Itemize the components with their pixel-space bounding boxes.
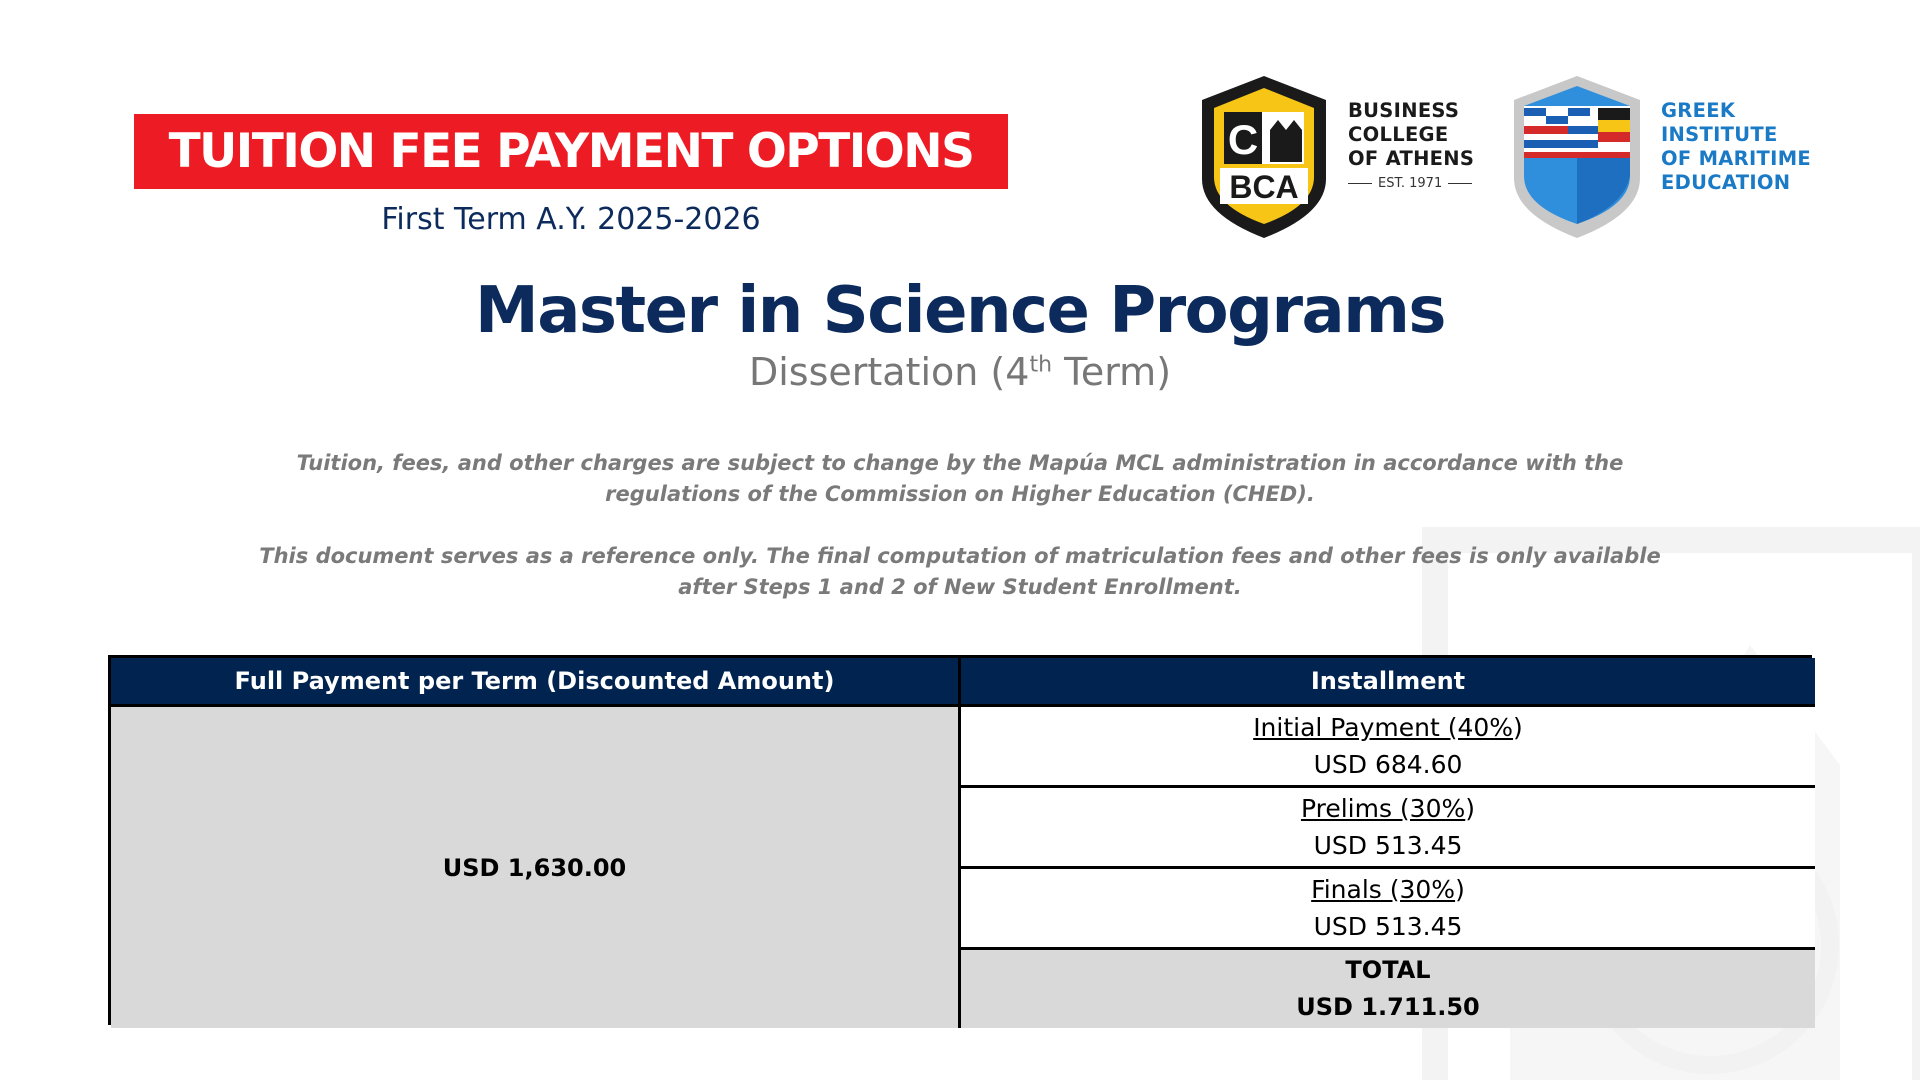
banner-title: TUITION FEE PAYMENT OPTIONS: [168, 124, 974, 179]
bca-monogram: BCA: [1229, 169, 1299, 205]
installment-row: Initial Payment (40%) USD 684.60: [961, 704, 1815, 785]
total-row: [961, 947, 1815, 1028]
installment-amount: USD 684.60: [1313, 750, 1463, 779]
bca-logo: [1196, 74, 1332, 240]
fee-table: [108, 655, 1812, 1025]
installment-label: Finals (30%: [1311, 875, 1456, 904]
total-amount: USD 1.711.50: [1296, 993, 1480, 1021]
installment-amount: USD 513.45: [1313, 912, 1463, 941]
title-banner: [134, 114, 1008, 189]
installment-label: Prelims (30%: [1300, 794, 1466, 823]
svg-text:C: C: [1227, 116, 1259, 163]
full-payment-header: Full Payment per Term (Discounted Amount): [111, 658, 961, 704]
full-payment-amount: USD 1,630.00: [111, 704, 961, 1028]
term-label: First Term A.Y. 2025-2026: [381, 202, 761, 237]
bca-name: BUSINESS COLLEGE OF ATHENS: [1348, 99, 1475, 170]
disclaimer-changes: Tuition, fees, and other charges are subject to change by the Mapúa MCL administration in accordance with the regulations of the Commission on Higher Education (CHED).: [296, 451, 1624, 506]
installment-row: Finals (30%) USD 513.45: [961, 866, 1815, 947]
gime-logo: [1510, 74, 1644, 240]
installment-amount: USD 513.45: [1313, 831, 1463, 860]
installment-label: Initial Payment (40%: [1253, 713, 1514, 742]
total-label: TOTAL: [1345, 956, 1431, 984]
disclaimer-reference: This document serves as a reference only. The final computation of matriculation fees and other fees is only available after Steps 1 and 2 of New Student Enrollment.: [259, 544, 1661, 599]
page-subtitle: Dissertation (4th Term): [748, 350, 1172, 394]
gime-name: GREEK INSTITUTE OF MARITIME EDUCATION: [1661, 99, 1812, 194]
installment-header: Installment: [961, 658, 1815, 704]
page-title: Master in Science Programs: [475, 274, 1445, 348]
installment-row: Prelims (30%) USD 513.45: [961, 785, 1815, 866]
bca-established: EST. 1971: [1348, 176, 1472, 191]
